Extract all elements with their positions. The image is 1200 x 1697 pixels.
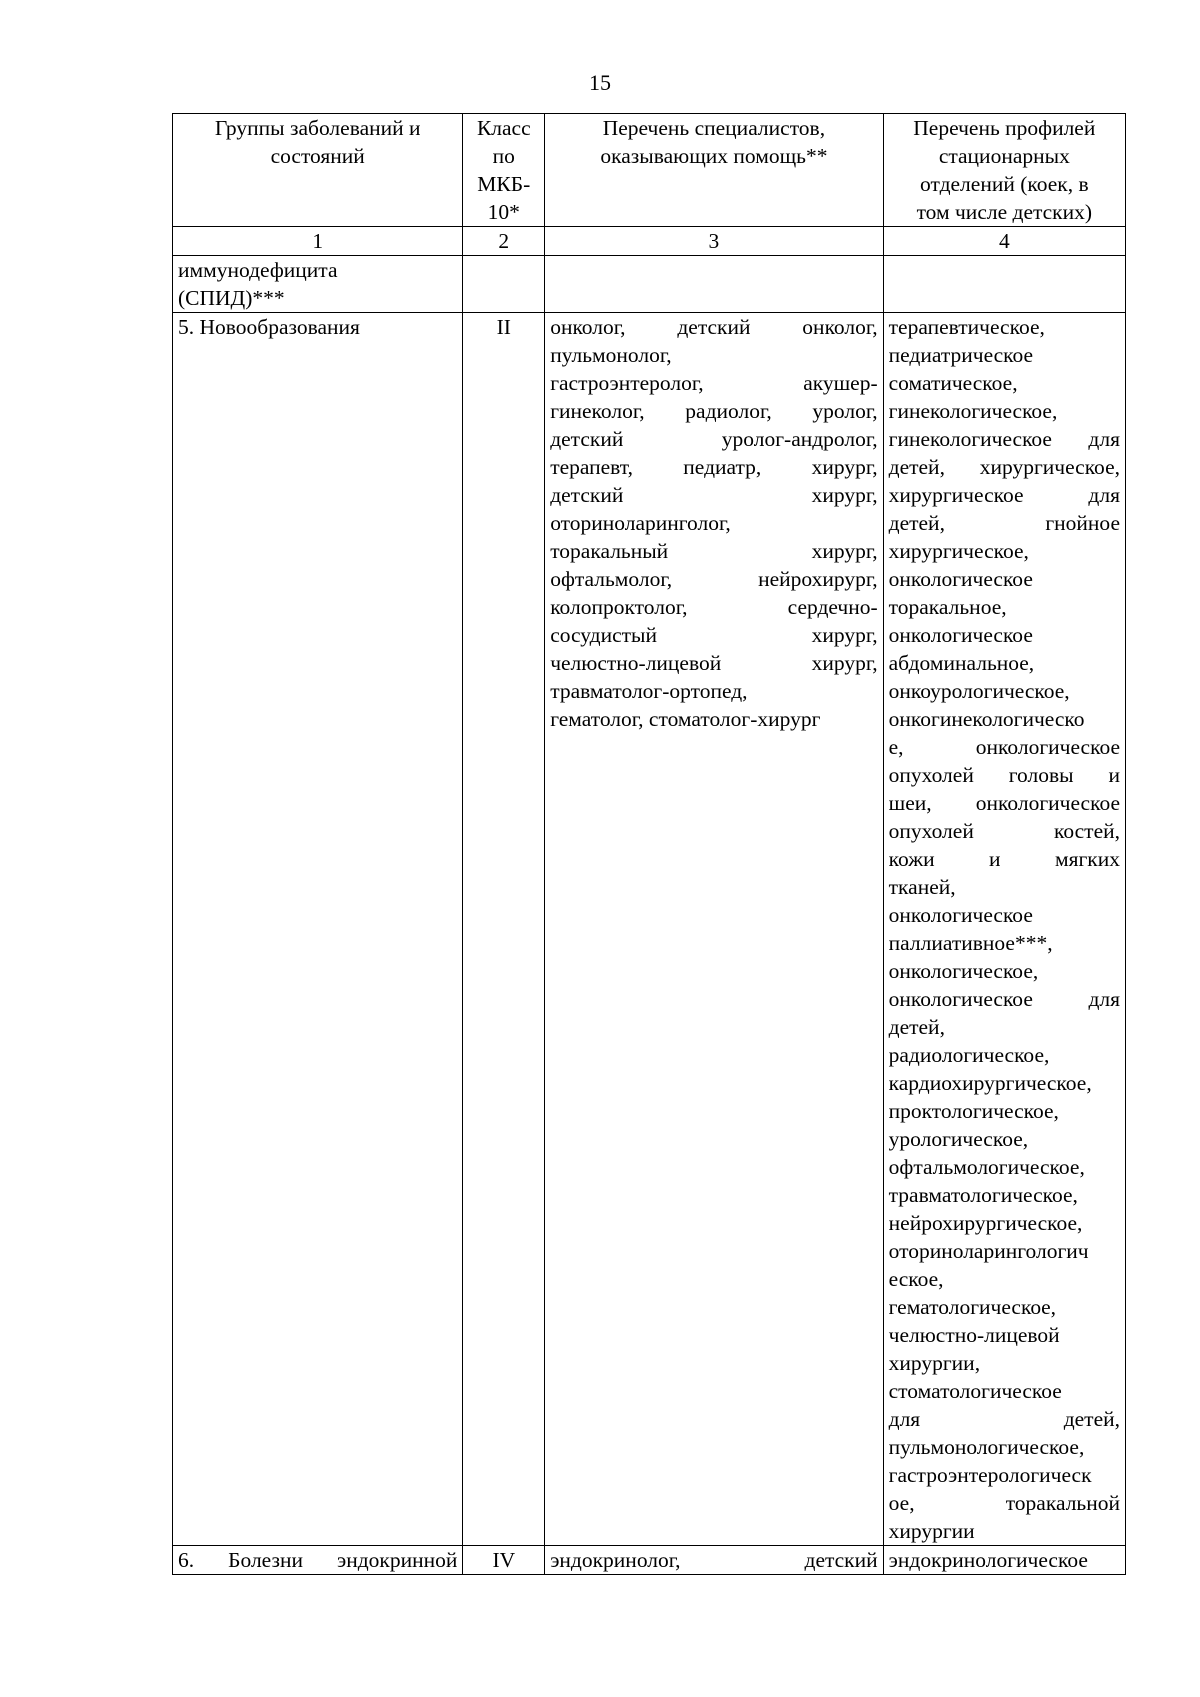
cell-line: сосудистый хирург, <box>550 623 878 647</box>
disease-groups-table <box>172 113 1126 1575</box>
row-neoplasms-specialists <box>545 313 883 1546</box>
cell-line: абдоминальное, <box>888 651 1035 675</box>
cell-line: кожи и мягких <box>888 847 1120 871</box>
cell-line: гинекологическое, <box>888 399 1058 423</box>
cell-line: онкологическое для <box>888 987 1120 1011</box>
row-immunodeficiency-specialists <box>545 256 883 313</box>
cell-line: урологическое, <box>888 1127 1029 1151</box>
cell-line: терапевтическое, <box>888 315 1045 339</box>
cell-line: гематолог, стоматолог-хирург <box>550 707 821 731</box>
column-number-4: 4 <box>883 227 1125 256</box>
cell-line: паллиативное***, <box>888 931 1053 955</box>
column-number-2: 2 <box>463 227 545 256</box>
cell-line: колопроктолог, сердечно- <box>550 595 878 619</box>
page-number: 15 <box>589 70 611 95</box>
cell-line: хирургическое для <box>888 483 1120 507</box>
row-endocrine-specialists <box>545 1546 883 1575</box>
cell-line: онкоурологическое, <box>888 679 1070 703</box>
cell-line: е, онкологическое <box>888 735 1120 759</box>
cell-line: оториноларингологич <box>888 1239 1089 1263</box>
cell-line: онкологическое <box>888 903 1033 927</box>
column-number-row <box>173 227 1126 256</box>
cell-line: онкологическое <box>888 567 1033 591</box>
cell-line: хирургии, <box>888 1351 981 1375</box>
cell-line: терапевт, педиатр, хирург, <box>550 455 878 479</box>
cell-line: травматологическое, <box>888 1183 1078 1207</box>
cell-line: детей, хирургическое, <box>888 455 1120 479</box>
cell-line: пульмонолог, <box>550 343 672 367</box>
header-ward-profiles: Перечень профилей стационарных отделений (коек, в том числе детских) <box>883 114 1125 227</box>
row-endocrine-group <box>173 1546 463 1575</box>
cell-line: педиатрическое <box>888 343 1034 367</box>
header-specialists: Перечень специалистов, оказывающих помощь** <box>545 114 883 227</box>
cell-line: торакальное, <box>888 595 1007 619</box>
cell-line: торакальный хирург, <box>550 539 878 563</box>
cell-line: гинеколог, радиолог, уролог, <box>550 399 878 423</box>
cell-line: оториноларинголог, <box>550 511 731 535</box>
cell-line: онкогинекологическо <box>888 707 1085 731</box>
table-row <box>173 256 1126 313</box>
column-number-3: 3 <box>545 227 883 256</box>
row-immunodeficiency-class <box>463 256 545 313</box>
row-neoplasms-class: II <box>463 313 545 1546</box>
table-row <box>173 1546 1126 1575</box>
cell-line: хирургии <box>888 1519 975 1543</box>
cell-line: челюстно-лицевой хирург, <box>550 651 878 675</box>
cell-line: стоматологическое <box>888 1379 1062 1403</box>
cell-line: проктологическое, <box>888 1099 1059 1123</box>
table-header-row <box>173 114 1126 227</box>
cell-line: детский уролог-андролог, <box>550 427 878 451</box>
cell-line: детей, <box>888 1015 945 1039</box>
cell-line: детский хирург, <box>550 483 878 507</box>
cell-line: эндокринолог, детский <box>550 1548 878 1572</box>
cell-line: гематологическоe, <box>888 1295 1057 1319</box>
header-disease-groups: Группы заболеваний и состояний <box>173 114 463 227</box>
cell-line: гастроэнтеролог, акушер- <box>550 371 878 395</box>
cell-line: офтальмологическое, <box>888 1155 1085 1179</box>
cell-line: челюстно-лицевой <box>888 1323 1060 1347</box>
cell-line: онколог, детский онколог, <box>550 315 878 339</box>
cell-line: опухолей головы и <box>888 763 1120 787</box>
cell-line: детей, гнойное <box>888 511 1120 535</box>
cell-line: эндокринологическое <box>888 1548 1088 1572</box>
cell-line: еское, <box>888 1267 944 1291</box>
cell-line: радиологическое, <box>888 1043 1050 1067</box>
cell-line: хирургическое, <box>888 539 1029 563</box>
table-row <box>173 313 1126 1546</box>
cell-line: опухолей костей, <box>888 819 1120 843</box>
column-number-1: 1 <box>173 227 463 256</box>
row-immunodeficiency-profiles <box>883 256 1125 313</box>
cell-line: онкологическое <box>888 623 1033 647</box>
cell-line: кардиохирургическое, <box>888 1071 1092 1095</box>
cell-line: гинекологическое для <box>888 427 1120 451</box>
row-neoplasms-profiles <box>883 313 1125 1546</box>
cell-line: ое, торакальной <box>888 1491 1120 1515</box>
cell-line: соматическое, <box>888 371 1018 395</box>
cell-line: шеи, онкологическое <box>888 791 1120 815</box>
row-neoplasms-group: 5. Новообразования <box>173 313 463 1546</box>
cell-line: тканей, <box>888 875 956 899</box>
header-icd-class: Класс по МКБ- 10* <box>463 114 545 227</box>
row-endocrine-class: IV <box>463 1546 545 1575</box>
cell-line: травматолог-ортопед, <box>550 679 748 703</box>
cell-line: нейрохирургическое, <box>888 1211 1083 1235</box>
cell-line: пульмонологическое, <box>888 1435 1085 1459</box>
cell-line: гастроэнтерологическ <box>888 1463 1092 1487</box>
row-immunodeficiency-group: иммунодефицита (СПИД)*** <box>173 256 463 313</box>
cell-line: для детей, <box>888 1407 1120 1431</box>
cell-line: офтальмолог, нейрохирург, <box>550 567 878 591</box>
row-endocrine-profiles <box>883 1546 1125 1575</box>
cell-line: 6. Болезни эндокринной <box>178 1548 458 1572</box>
cell-line: онкологическое, <box>888 959 1039 983</box>
